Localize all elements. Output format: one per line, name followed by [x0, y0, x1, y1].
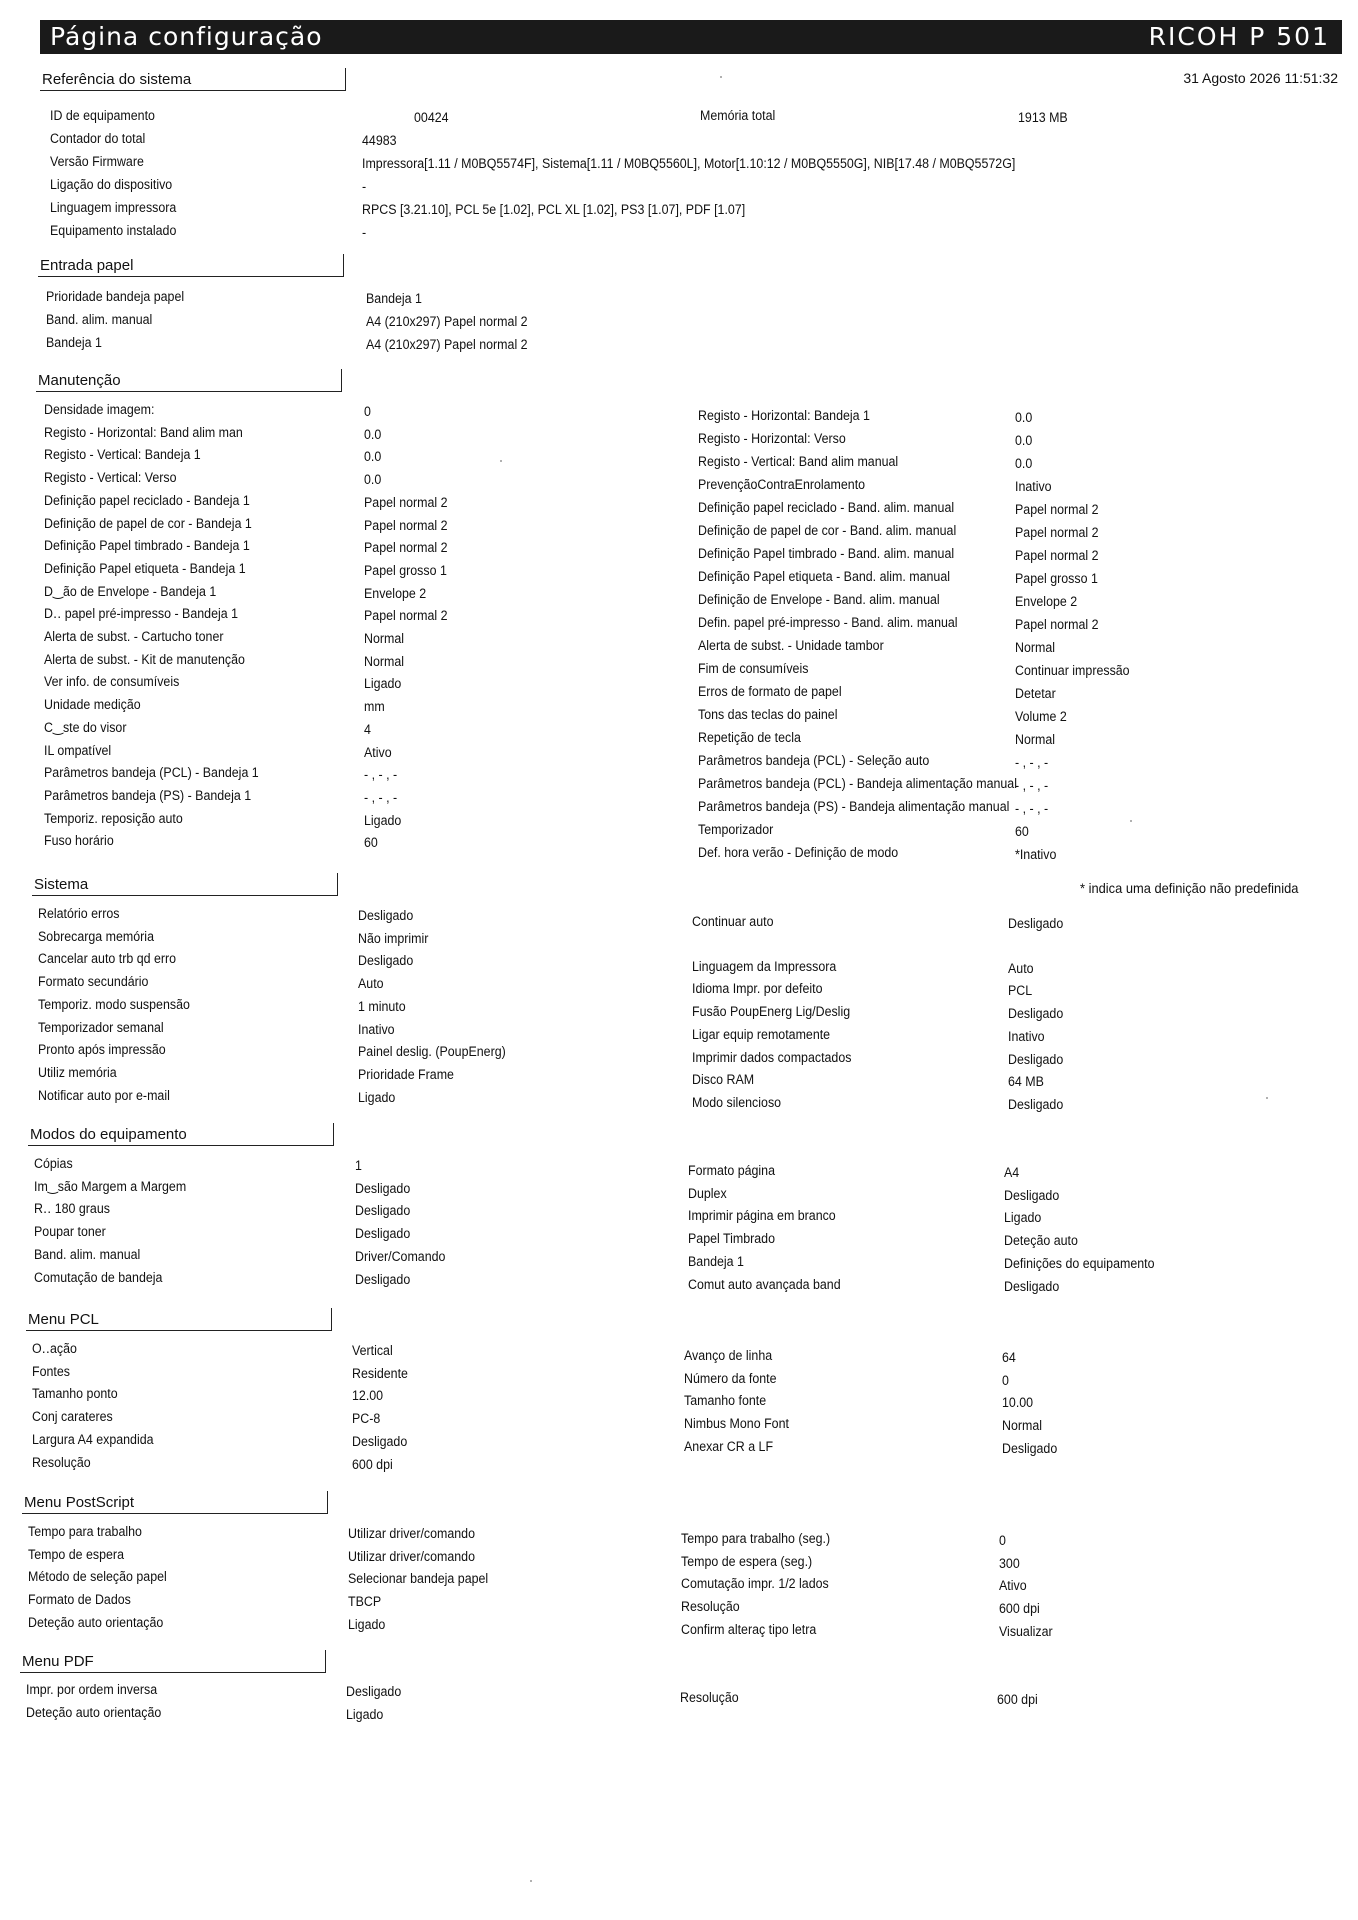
setting-value: Driver/Comando	[355, 1248, 446, 1264]
setting-value: 64 MB	[1008, 1074, 1044, 1090]
setting-label: Tempo para trabalho	[28, 1524, 142, 1539]
setting-label: Repetição de tecla	[698, 730, 801, 745]
setting-label: Ver info. de consumíveis	[44, 674, 180, 690]
setting-label: Fontes	[32, 1363, 70, 1379]
setting-label: PrevençãoContraEnrolamento	[698, 477, 866, 492]
setting-value: 0.0	[1015, 456, 1033, 471]
setting-label: Deteção auto orientação	[28, 1614, 164, 1630]
setting-label: Registo - Horizontal: Band alim man	[44, 424, 243, 440]
setting-value: Papel normal 2	[364, 608, 448, 624]
setting-value: Inativo	[1015, 479, 1052, 494]
section-title: Entrada papel	[40, 257, 134, 274]
setting-label: Prioridade bandeja papel	[46, 289, 185, 304]
setting-label: Definição Papel etiqueta - Band. alim. manual	[698, 569, 951, 584]
setting-label: Erros de formato de papel	[698, 684, 842, 699]
setting-value: Desligado	[1008, 916, 1064, 931]
setting-value: Desligado	[358, 953, 414, 969]
setting-value: Papel grosso 1	[364, 562, 447, 578]
setting-label: Anexar CR a LF	[684, 1438, 774, 1454]
setting-label: Contador do total	[50, 131, 146, 146]
setting-value: Detetar	[1015, 686, 1056, 701]
setting-value: Definições do equipamento	[1004, 1255, 1155, 1271]
section-header-entrada	[38, 254, 344, 277]
setting-value: Desligado	[1008, 1096, 1064, 1112]
setting-value: Bandeja 1	[366, 291, 422, 306]
setting-value: Desligado	[355, 1203, 411, 1219]
setting-value: 0.0	[364, 449, 382, 465]
setting-label: Sobrecarga memória	[38, 928, 154, 944]
print-timestamp: 31 Agosto 2026 11:51:32	[1183, 70, 1338, 86]
setting-value: Ligado	[358, 1089, 396, 1105]
setting-value: 00424	[414, 110, 449, 125]
setting-label: Utiliz memória	[38, 1064, 117, 1080]
setting-label: Comutação de bandeja	[34, 1269, 163, 1285]
setting-label: Ligar equip remotamente	[692, 1026, 831, 1042]
setting-label: Formato página	[688, 1163, 775, 1178]
setting-label: Imprimir página em branco	[688, 1208, 836, 1224]
setting-label: Temporiz. reposição auto	[44, 810, 183, 826]
setting-label: Continuar auto	[692, 914, 774, 929]
setting-value: Ligado	[348, 1616, 386, 1632]
setting-value: - , - , -	[364, 767, 398, 783]
setting-value: Ativo	[364, 744, 392, 760]
setting-label: Definição papel reciclado - Bandeja 1	[44, 492, 250, 508]
setting-label: IL ompatível	[44, 742, 112, 758]
setting-label: Bandeja 1	[688, 1253, 744, 1269]
setting-value: Inativo	[358, 1021, 395, 1037]
setting-label: R‥ 180 graus	[34, 1201, 110, 1217]
setting-value: 300	[999, 1555, 1020, 1571]
setting-value: Prioridade Frame	[358, 1066, 454, 1082]
setting-label: Nimbus Mono Font	[684, 1416, 789, 1432]
setting-value: Envelope 2	[1015, 594, 1078, 609]
setting-label: Duplex	[688, 1185, 727, 1201]
setting-value: Papel normal 2	[1015, 525, 1099, 540]
setting-value: Desligado	[1008, 1006, 1064, 1022]
setting-value: Não imprimir	[358, 930, 429, 946]
setting-value: Ligado	[364, 812, 402, 828]
setting-value: 0.0	[1015, 410, 1033, 425]
setting-value: RPCS [3.21.10], PCL 5e [1.02], PCL XL [1.02], PS3 [1.07], PDF [1.07]	[362, 202, 746, 217]
section-header-manutencao	[36, 369, 342, 392]
setting-label: Registo - Vertical: Verso	[44, 470, 177, 486]
setting-label: Memória total	[700, 108, 776, 123]
setting-value: - , - , -	[364, 789, 398, 805]
setting-label: Tamanho ponto	[32, 1386, 118, 1402]
setting-value: 64	[1002, 1350, 1016, 1365]
section-title: Manutenção	[38, 372, 121, 389]
section-header-pdf	[20, 1650, 326, 1673]
setting-value: 0	[1002, 1372, 1009, 1388]
setting-label: Parâmetros bandeja (PCL) - Bandeja alimentação manual	[698, 776, 1017, 791]
section-title: Menu PCL	[28, 1311, 99, 1328]
setting-value: 600 dpi	[999, 1601, 1040, 1617]
setting-value: Utilizar driver/comando	[348, 1526, 476, 1541]
setting-label: D‿ão de Envelope - Bandeja 1	[44, 583, 217, 599]
setting-value: - , - , -	[1015, 801, 1049, 816]
setting-value: Desligado	[1004, 1187, 1060, 1203]
setting-label: Registo - Horizontal: Verso	[698, 431, 846, 446]
setting-value: Inativo	[1008, 1028, 1045, 1044]
setting-value: 0	[364, 404, 371, 419]
setting-value: *Inativo	[1015, 847, 1057, 862]
setting-label: Fim de consumíveis	[698, 661, 809, 676]
setting-label: Band. alim. manual	[34, 1246, 141, 1262]
setting-label: Número da fonte	[684, 1370, 777, 1386]
setting-label: Resolução	[32, 1454, 91, 1470]
setting-value: Papel normal 2	[1015, 548, 1099, 563]
setting-value: 0.0	[364, 426, 382, 442]
setting-label: Band. alim. manual	[46, 312, 153, 327]
setting-label: Temporizador	[698, 822, 774, 837]
setting-label: Comutação impr. 1/2 lados	[681, 1576, 829, 1592]
setting-label: Largura A4 expandida	[32, 1431, 154, 1447]
setting-label: Parâmetros bandeja (PCL) - Bandeja 1	[44, 765, 259, 781]
setting-value: -	[362, 225, 367, 240]
setting-value: Papel normal 2	[1015, 502, 1099, 517]
setting-value: 4	[364, 721, 371, 737]
setting-value: Desligado	[346, 1684, 402, 1699]
setting-label: Pronto após impressão	[38, 1042, 166, 1058]
setting-label: Alerta de subst. - Kit de manutenção	[44, 651, 245, 667]
setting-value: Auto	[358, 976, 384, 992]
setting-value: 0.0	[1015, 433, 1033, 448]
section-title: Sistema	[34, 876, 89, 893]
setting-value: mm	[364, 699, 385, 715]
setting-value: Desligado	[1002, 1440, 1058, 1456]
setting-label: Relatório erros	[38, 906, 120, 921]
setting-value: Normal	[1015, 732, 1056, 747]
setting-value: Impressora[1.11 / M0BQ5574F], Sistema[1.11 / M0BQ5560L], Motor[1.10:12 / M0BQ5550G], NIB[17.48 / M0BQ5572G]	[362, 156, 1016, 171]
setting-value: TBCP	[348, 1594, 382, 1610]
setting-value: 600 dpi	[352, 1456, 393, 1472]
setting-label: Disco RAM	[692, 1072, 755, 1088]
setting-label: Parâmetros bandeja (PS) - Bandeja 1	[44, 787, 252, 803]
setting-value: 60	[364, 835, 378, 851]
setting-label: Modo silencioso	[692, 1094, 782, 1110]
setting-value: Normal	[1015, 640, 1056, 655]
setting-label: Idioma Impr. por defeito	[692, 981, 823, 997]
setting-label: Densidade imagem:	[44, 402, 155, 417]
setting-value: A4	[1004, 1165, 1020, 1180]
non-default-note: * indica uma definição não predefinida	[1080, 880, 1299, 896]
setting-label: Definição Papel etiqueta - Bandeja 1	[44, 560, 246, 576]
setting-value: Auto	[1008, 960, 1034, 976]
setting-label: Definição de Envelope - Band. alim. manual	[698, 592, 940, 607]
setting-value: 1	[355, 1158, 362, 1173]
section-title: Menu PDF	[22, 1653, 94, 1670]
setting-label: Poupar toner	[34, 1224, 106, 1240]
setting-label: Unidade medição	[44, 697, 141, 713]
setting-value: -	[362, 179, 367, 194]
setting-value: Desligado	[355, 1180, 411, 1196]
setting-label: Definição Papel timbrado - Bandeja 1	[44, 538, 250, 554]
setting-value: Desligado	[1008, 1051, 1064, 1067]
setting-value: PCL	[1008, 983, 1033, 999]
setting-value: 10.00	[1002, 1395, 1034, 1411]
section-header-sistema	[32, 873, 338, 896]
setting-label: Formato de Dados	[28, 1592, 131, 1608]
setting-value: Desligado	[358, 908, 414, 923]
setting-label: Imprimir dados compactados	[692, 1049, 852, 1065]
setting-value: 44983	[362, 133, 397, 148]
setting-value: 0	[999, 1533, 1006, 1548]
setting-value: Visualizar	[999, 1623, 1053, 1639]
setting-label: Deteção auto orientação	[26, 1704, 162, 1720]
setting-value: Ligado	[364, 676, 402, 692]
setting-label: O‥ação	[32, 1341, 77, 1356]
setting-label: Versão Firmware	[50, 154, 144, 169]
setting-label: Resolução	[681, 1599, 740, 1615]
setting-label: Registo - Vertical: Band alim manual	[698, 454, 899, 469]
setting-value: Vertical	[352, 1343, 393, 1358]
setting-label: Def. hora verão - Definição de modo	[698, 845, 899, 860]
setting-label: Cópias	[34, 1156, 73, 1171]
setting-value: Continuar impressão	[1015, 663, 1130, 678]
setting-value: - , - , -	[1015, 755, 1049, 770]
setting-value: - , - , -	[1015, 778, 1049, 793]
setting-label: Definição Papel timbrado - Band. alim. manual	[698, 546, 955, 561]
scan-speck	[1266, 1097, 1268, 1099]
setting-value: Normal	[1002, 1418, 1043, 1434]
setting-value: Desligado	[355, 1226, 411, 1242]
section-title: Menu PostScript	[24, 1494, 135, 1511]
setting-label: Avanço de linha	[684, 1348, 773, 1363]
section-title: Modos do equipamento	[30, 1126, 187, 1143]
setting-label: Cancelar auto trb qd erro	[38, 951, 177, 967]
setting-label: ID de equipamento	[50, 108, 155, 123]
setting-value: Papel normal 2	[364, 517, 448, 533]
setting-value: Papel grosso 1	[1015, 571, 1098, 586]
setting-label: Conj carateres	[32, 1409, 113, 1425]
setting-value: A4 (210x297) Papel normal 2	[366, 337, 528, 352]
setting-label: Impr. por ordem inversa	[26, 1682, 158, 1697]
setting-label: Definição de papel de cor - Bandeja 1	[44, 515, 252, 531]
setting-value: 1913 MB	[1018, 110, 1068, 125]
setting-value: A4 (210x297) Papel normal 2	[366, 314, 528, 329]
page-banner	[40, 20, 1342, 54]
setting-label: Alerta de subst. - Unidade tambor	[698, 638, 884, 653]
setting-label: Tempo de espera	[28, 1546, 124, 1562]
scan-speck	[530, 1880, 532, 1882]
printer-model: RICOH P 501	[1148, 22, 1330, 51]
section-header-modos	[28, 1123, 334, 1146]
scan-speck	[720, 76, 722, 78]
setting-value: Desligado	[1004, 1278, 1060, 1294]
setting-label: Método de seleção papel	[28, 1569, 167, 1585]
section-header-pcl	[26, 1308, 332, 1331]
setting-label: Fusão PoupEnerg Lig/Deslig	[692, 1004, 851, 1020]
setting-value: Papel normal 2	[364, 540, 448, 556]
setting-value: Residente	[352, 1365, 408, 1381]
setting-label: Temporizador semanal	[38, 1019, 164, 1035]
setting-label: C‿ste do visor	[44, 719, 127, 735]
setting-label: Confirm alteraç tipo letra	[681, 1621, 817, 1637]
setting-label: Tamanho fonte	[684, 1393, 767, 1409]
setting-value: PC-8	[352, 1411, 381, 1427]
page-title: Página configuração	[50, 22, 323, 51]
setting-label: Linguagem impressora	[50, 200, 177, 215]
setting-value: Ligado	[346, 1706, 384, 1722]
section-title: Referência do sistema	[42, 71, 192, 88]
setting-value: 0.0	[364, 472, 382, 488]
setting-label: Notificar auto por e-mail	[38, 1087, 170, 1103]
setting-label: Linguagem da Impressora	[692, 958, 837, 974]
setting-value: Papel normal 2	[1015, 617, 1099, 632]
setting-value: Normal	[364, 653, 405, 669]
setting-label: Fuso horário	[44, 833, 114, 849]
setting-value: Desligado	[355, 1271, 411, 1287]
setting-label: Tempo de espera (seg.)	[681, 1553, 813, 1569]
setting-label: Definição papel reciclado - Band. alim. manual	[698, 500, 955, 515]
setting-value: Ativo	[999, 1578, 1027, 1594]
setting-value: 12.00	[352, 1388, 384, 1404]
setting-label: Papel Timbrado	[688, 1231, 775, 1247]
setting-value: Envelope 2	[364, 585, 427, 601]
setting-label: Tons das teclas do painel	[698, 707, 838, 722]
setting-value: Papel normal 2	[364, 494, 448, 510]
setting-value: 60	[1015, 824, 1029, 839]
setting-value: Volume 2	[1015, 709, 1067, 724]
setting-label: Ligação do dispositivo	[50, 177, 173, 192]
setting-label: Resolução	[680, 1690, 739, 1705]
setting-label: Parâmetros bandeja (PS) - Bandeja alimentação manual	[698, 799, 1010, 814]
setting-label: Defin. papel pré-impresso - Band. alim. manual	[698, 615, 958, 630]
setting-label: Temporiz. modo suspensão	[38, 996, 190, 1012]
setting-value: Deteção auto	[1004, 1233, 1078, 1249]
setting-value: Painel deslig. (PoupEnerg)	[358, 1044, 506, 1060]
section-header-postscript	[22, 1491, 328, 1514]
scan-speck	[1130, 820, 1132, 822]
setting-value: 600 dpi	[997, 1692, 1038, 1707]
setting-label: Definição de papel de cor - Band. alim. manual	[698, 523, 957, 538]
scan-speck	[500, 460, 502, 462]
setting-label: D‥ papel pré-impresso - Bandeja 1	[44, 606, 239, 622]
setting-value: 1 minuto	[358, 998, 406, 1014]
setting-label: Bandeja 1	[46, 335, 102, 350]
setting-value: Ligado	[1004, 1210, 1042, 1226]
setting-label: Registo - Vertical: Bandeja 1	[44, 447, 201, 463]
setting-label: Alerta de subst. - Cartucho toner	[44, 629, 224, 644]
setting-label: Im‿são Margem a Margem	[34, 1178, 187, 1194]
setting-value: Utilizar driver/comando	[348, 1548, 476, 1564]
setting-label: Parâmetros bandeja (PCL) - Seleção auto	[698, 753, 930, 768]
setting-label: Tempo para trabalho (seg.)	[681, 1531, 831, 1546]
setting-label: Comut auto avançada band	[688, 1276, 841, 1292]
setting-label: Registo - Horizontal: Bandeja 1	[698, 408, 870, 423]
setting-value: Normal	[364, 631, 405, 646]
section-header-referencia	[40, 68, 346, 91]
setting-label: Equipamento instalado	[50, 223, 177, 238]
setting-value: Selecionar bandeja papel	[348, 1571, 489, 1587]
setting-value: Desligado	[352, 1433, 408, 1449]
setting-label: Formato secundário	[38, 974, 149, 990]
